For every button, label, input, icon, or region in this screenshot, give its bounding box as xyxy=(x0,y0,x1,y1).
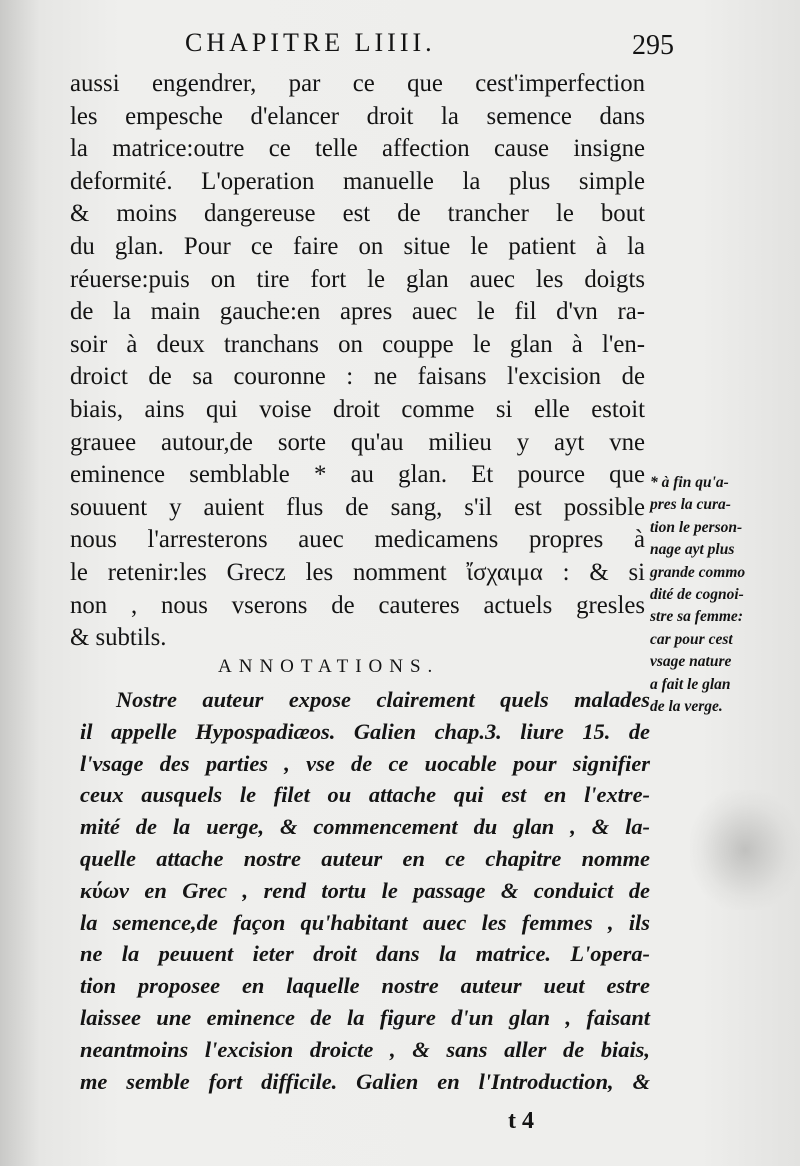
main-text-line: & subtils. xyxy=(70,624,167,652)
main-text-line: réuerse:puis on tire fort le glan auec les doigts xyxy=(70,265,645,293)
marginal-note-line: a fait le glan xyxy=(650,675,731,693)
main-text-line: aussi engendrer, par ce que cest'imperfection xyxy=(70,70,645,97)
main-text-line: souuent y auient flus de sang, s'il est possible xyxy=(70,493,645,521)
main-text-line: les empesche d'elancer droit la semence dans xyxy=(70,102,645,130)
marginal-note-line: de la verge. xyxy=(650,698,723,716)
annotation-line: l'vsage des parties , vse de ce uocable pour signifier xyxy=(80,750,650,776)
marginal-note xyxy=(650,472,790,718)
marginal-note-line: dité de cognoi- xyxy=(650,586,744,604)
signature-mark: t 4 xyxy=(508,1108,534,1134)
marginal-note-line: vsage nature xyxy=(650,653,732,671)
annotation-line: Nostre auteur expose clairement quels malades xyxy=(116,687,650,712)
marginal-note-line: car pour cest xyxy=(650,630,733,648)
annotation-line: me semble fort difficile. Galien en l'Introduction, & xyxy=(80,1068,650,1094)
marginal-note-line: tion le person- xyxy=(650,518,743,536)
annotation-line: laissee une eminence de la figure d'un glan , faisant xyxy=(80,1004,650,1030)
marginal-note-line: nage ayt plus xyxy=(650,541,735,559)
main-text-line: le retenir:les Grecz les nomment ἴσχαιμα : & si xyxy=(70,558,645,586)
annotation-line: neantmoins l'excision droicte , & sans aller de biais, xyxy=(80,1036,650,1062)
main-text-line: deformité. L'operation manuelle la plus simple xyxy=(70,167,645,195)
annotation-line: ceux ausquels le filet ou attache qui est en l'extre- xyxy=(80,782,650,808)
running-title: CHAPITRE LIIII. xyxy=(185,28,436,57)
main-text-line: de la main gauche:en apres auec le fil d'vn ra- xyxy=(70,298,645,326)
annotation-line: quelle attache nostre auteur en ce chapitre nomme xyxy=(80,845,650,871)
main-text-line: soir à deux tranchans on couppe le glan à l'en- xyxy=(70,330,645,358)
page-number: 295 xyxy=(632,30,674,61)
annotation-line: il appelle Hypospadiæos. Galien chap.3. liure 15. de xyxy=(80,718,650,744)
annotations-heading: ANNOTATIONS. xyxy=(218,656,440,677)
marginal-note-line: stre sa femme: xyxy=(650,608,743,626)
main-text-line: eminence semblable * au glan. Et pource que xyxy=(70,461,645,489)
main-text-line: nous l'arresterons auec medicamens propres à xyxy=(70,526,645,554)
marginal-note-line: grande commo xyxy=(650,563,746,581)
annotation-line: ne la peuuent ieter droit dans la matrice. L'opera- xyxy=(80,941,650,967)
marginal-note-line: pres la cura- xyxy=(650,496,731,514)
main-text-line: biais, ains qui voise droit comme si elle estoit xyxy=(70,395,645,423)
main-text-line: du glan. Pour ce faire on situe le patient à la xyxy=(70,232,645,260)
main-text-line: non , nous vserons de cauteres actuels gresles xyxy=(70,591,645,619)
main-text-line: & moins dangereuse est de trancher le bout xyxy=(70,200,645,228)
paper-stain xyxy=(690,790,800,910)
main-text-line: grauee autour,de sorte qu'au milieu y ayt vne xyxy=(70,428,645,456)
main-text-line: droict de sa couronne : ne faisans l'excision de xyxy=(70,363,645,391)
marginal-note-line: * à fin qu'a- xyxy=(650,474,729,491)
page-header xyxy=(0,28,800,68)
annotation-line: la semence,de façon qu'habitant auec les femmes , ils xyxy=(80,909,650,935)
annotation-text-block xyxy=(80,684,650,1097)
annotation-line: tion proposee en laquelle nostre auteur ueut estre xyxy=(80,973,650,999)
main-text-line: la matrice:outre ce telle affection cause insigne xyxy=(70,135,645,163)
main-text-block xyxy=(70,68,645,655)
annotation-line: mité de la uerge, & commencement du glan , & la- xyxy=(80,814,650,840)
annotation-line: κύων en Grec , rend tortu le passage & conduict de xyxy=(80,877,650,903)
